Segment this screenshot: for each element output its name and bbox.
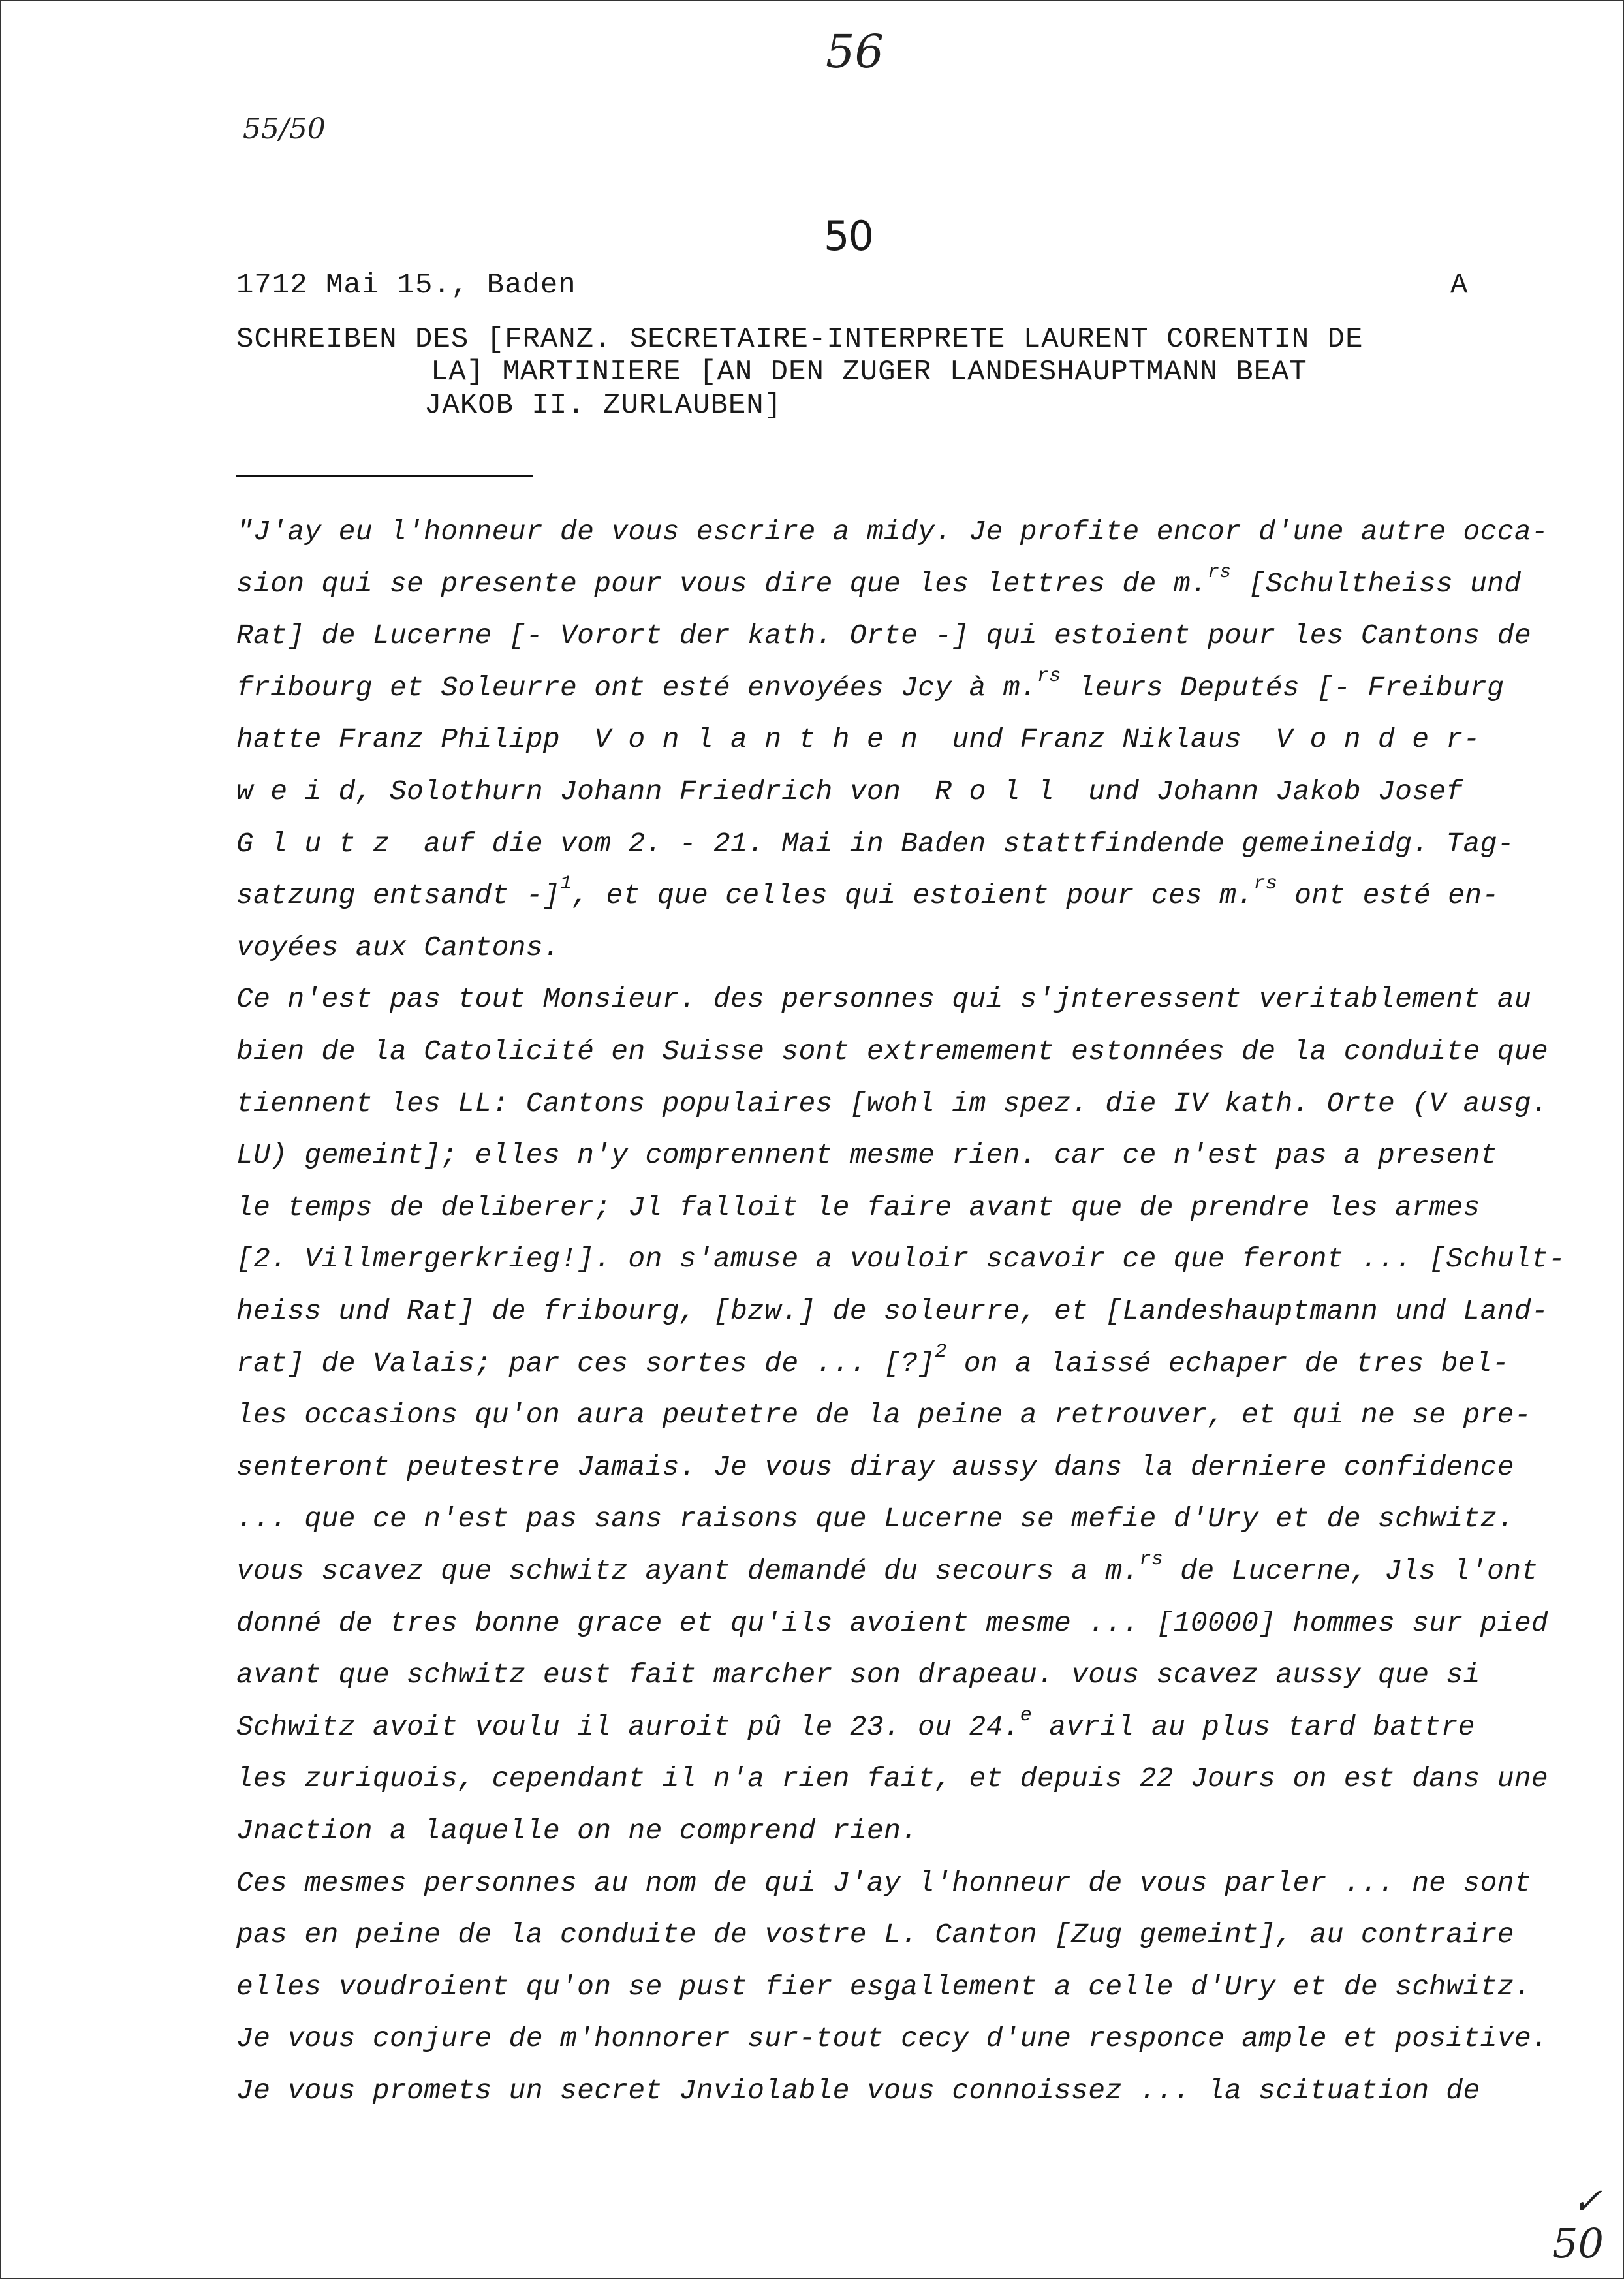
line-text: les zuriquois, cependant il n'a rien fait, et depuis 22 Jours on est dans une (236, 1763, 1549, 1795)
body-line (236, 2075, 1516, 2107)
body-line (236, 1548, 1538, 1587)
superscript: 1 (559, 873, 572, 896)
line-text: avril au plus tard battre (1032, 1710, 1475, 1743)
line-text: fribourg et Soleurre ont esté envoyées Jcy à m. (236, 671, 1037, 704)
document-number: 50 (824, 212, 873, 260)
line-text: ... que ce n'est pas sans raisons que Lucerne se mefie d'Ury et de schwitz. (236, 1503, 1514, 1535)
line-text: hatte Franz Philipp V o n l a n t h e n und Franz Niklaus V o n d e r- (236, 723, 1480, 756)
line-text: [Schultheiss und (1231, 567, 1522, 600)
body-line (236, 983, 1531, 1016)
superscript: 2 (935, 1340, 947, 1363)
line-text: bien de la Catolicité en Suisse sont extremement estonnées de la conduite que (236, 1035, 1549, 1067)
line-text: voyées aux Cantons. (236, 931, 560, 964)
body-line (236, 1399, 1531, 1432)
handwritten-page-number: 56 (826, 25, 884, 78)
body-line (236, 932, 1516, 964)
handwritten-number: 50 (1552, 2220, 1604, 2267)
document-marker: A (1450, 269, 1469, 302)
line-text: Je vous promets un secret Jnviolable vous connoissez ... la scituation de (236, 2075, 1480, 2107)
document-title-line-3: JAKOB II. ZURLAUBEN] (424, 389, 783, 422)
body-line (236, 516, 1549, 548)
body-line (236, 561, 1522, 600)
body-line (236, 1295, 1549, 1327)
body-line (236, 2022, 1549, 2055)
line-text: ont esté en- (1277, 879, 1499, 912)
line-text: "J'ay eu l'honneur de vous escrire a midy. Je profite encor d'une autre occa- (236, 516, 1549, 548)
body-line (236, 665, 1516, 704)
line-text: satzung entsandt -] (236, 879, 560, 912)
body-line (236, 620, 1531, 652)
line-text: de Lucerne, Jls l'ont (1163, 1555, 1538, 1587)
body-line (236, 1503, 1516, 1535)
line-text: Schwitz avoit voulu il auroit pû le 23. ou 24. (236, 1710, 1020, 1743)
body-line (236, 1704, 1516, 1743)
body-line (236, 1087, 1549, 1120)
archive-reference: 55/50 (243, 112, 326, 146)
line-text: Ce n'est pas tout Monsieur. des personnes qui s'jnteressent veritablement au (236, 983, 1531, 1016)
body-line (236, 1866, 1531, 1899)
line-text: elles voudroient qu'on se pust fier esgallement a celle d'Ury et de schwitz. (236, 1970, 1531, 2003)
line-text: sion qui se presente pour vous dire que les lettres de m. (236, 567, 1208, 600)
line-text: Rat] de Lucerne [- Vorort der kath. Orte -] qui estoient pour les Cantons de (236, 620, 1531, 652)
body-line (236, 1607, 1549, 1639)
line-text: Jnaction a laquelle on ne comprend rien. (236, 1815, 918, 1847)
body-line (236, 776, 1516, 808)
line-text: , et que celles qui estoient pour ces m. (572, 879, 1254, 912)
line-text: Ces mesmes personnes au nom de qui J'ay l'honneur de vous parler ... ne sont (236, 1866, 1531, 1899)
body-line (236, 1919, 1516, 1951)
superscript: rs (1139, 1548, 1164, 1571)
date-place: 1712 Mai 15., Baden (236, 269, 576, 302)
body-line (236, 1763, 1549, 1795)
line-text: [2. Villmergerkrieg!]. on s'amuse a vouloir scavoir ce que feront ... [Schult- (236, 1243, 1566, 1276)
superscript: rs (1037, 665, 1061, 687)
superscript: e (1020, 1704, 1033, 1727)
line-text: senteront peutestre Jamais. Je vous diray aussy dans la derniere confidence (236, 1451, 1514, 1483)
line-text: G l u t z auf die vom 2. - 21. Mai in Baden stattfindende gemeineidg. Tag- (236, 827, 1514, 860)
body-line (236, 1815, 1516, 1847)
line-text: rat] de Valais; par ces sortes de ... [?] (236, 1347, 935, 1379)
line-text: les occasions qu'on aura peutetre de la peine a retrouver, et qui ne se pre- (236, 1399, 1531, 1432)
line-text: LU) gemeint]; elles n'y comprennent mesme rien. car ce n'est pas a present (236, 1139, 1497, 1172)
line-text: vous scavez que schwitz ayant demandé du secours a m. (236, 1555, 1140, 1587)
body-line (236, 1970, 1531, 2003)
body-line (236, 1191, 1516, 1223)
line-text: leurs Deputés [- Freiburg (1061, 671, 1505, 704)
header-divider (236, 475, 533, 477)
document-title-line-2: LA] MARTINIERE [AN DEN ZUGER LANDESHAUPTMANN BEAT (431, 356, 1307, 388)
document-title-line-1: SCHREIBEN DES [FRANZ. SECRETAIRE-INTERPRETE LAURENT CORENTIN DE (236, 323, 1364, 356)
body-line (236, 1243, 1566, 1276)
line-text: tiennent les LL: Cantons populaires [wohl im spez. die IV kath. Orte (V ausg. (236, 1087, 1549, 1120)
body-line (236, 1659, 1516, 1691)
body-line (236, 828, 1516, 860)
body-line (236, 1451, 1516, 1483)
line-text: donné de tres bonne grace et qu'ils avoient mesme ... [10000] hommes sur pied (236, 1607, 1549, 1639)
body-line (236, 1139, 1516, 1171)
line-text: w e i d, Solothurn Johann Friedrich von R o l l und Johann Jakob Josef (236, 776, 1463, 808)
line-text: heiss und Rat] de fribourg, [bzw.] de soleurre, et [Landeshauptmann und Land- (236, 1295, 1549, 1327)
body-line (236, 1035, 1549, 1067)
line-text: pas en peine de la conduite de vostre L. Canton [Zug gemeint], au contraire (236, 1919, 1514, 1951)
superscript: rs (1207, 561, 1232, 584)
superscript: rs (1253, 873, 1278, 896)
line-text: on a laissé echaper de tres bel- (946, 1347, 1510, 1379)
body-line (236, 723, 1516, 755)
line-text: le temps de deliberer; Jl falloit le faire avant que de prendre les armes (236, 1191, 1480, 1223)
line-text: avant que schwitz eust fait marcher son drapeau. vous scavez aussy que si (236, 1659, 1480, 1691)
body-line (236, 873, 1516, 912)
line-text: Je vous conjure de m'honnorer sur-tout cecy d'une responce ample et positive. (236, 2022, 1549, 2055)
body-line (236, 1340, 1516, 1379)
handwritten-check: ✓ (1572, 2180, 1602, 2223)
